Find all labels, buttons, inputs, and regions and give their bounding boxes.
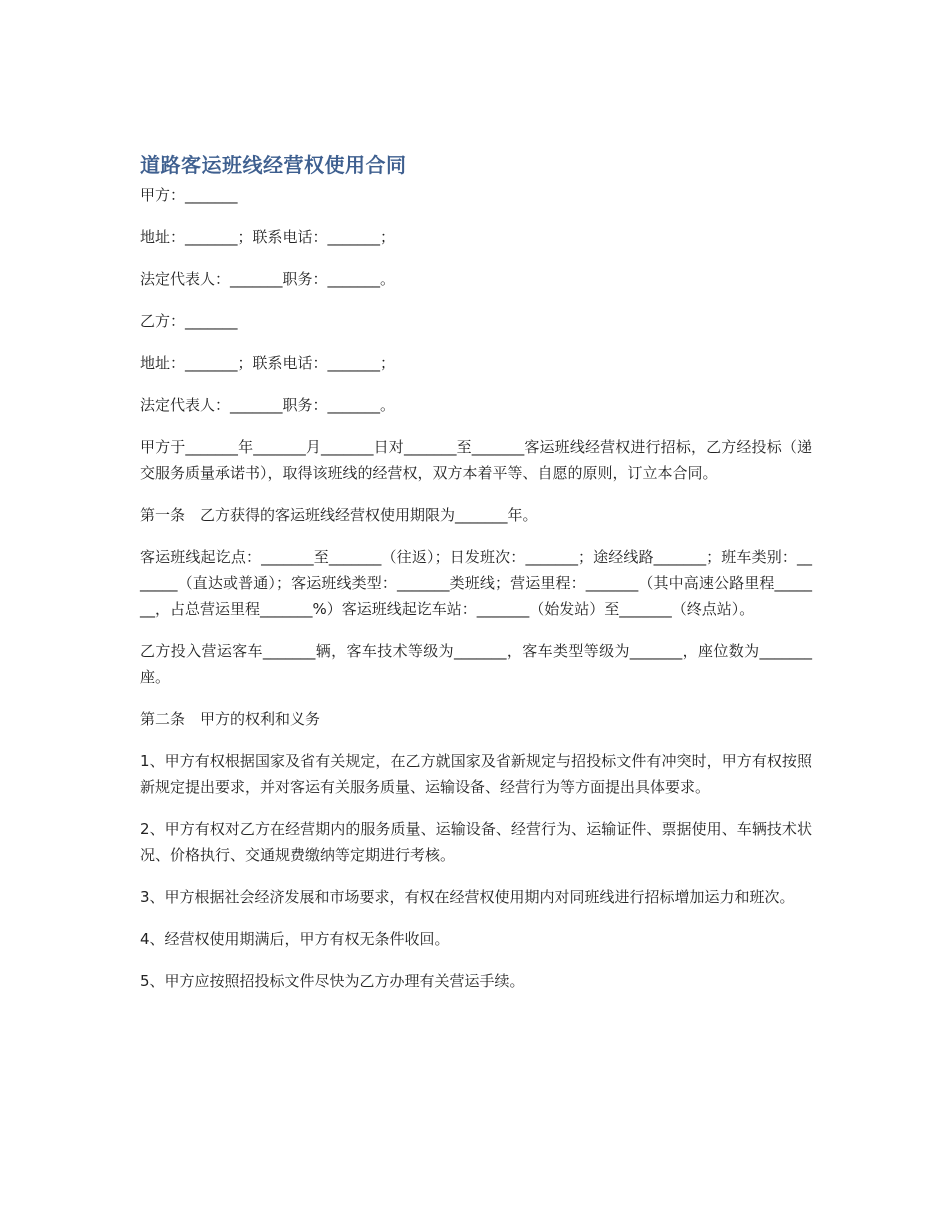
party-a-representative-line: 法定代表人：_______职务：_______。 bbox=[140, 270, 396, 288]
document-title: 道路客运班线经营权使用合同 bbox=[140, 153, 407, 177]
party-a-address-line: 地址：_______；联系电话：_______； bbox=[140, 228, 396, 246]
document-page bbox=[140, 150, 812, 1010]
party-a-line: 甲方：_______ bbox=[140, 186, 238, 204]
party-b-line: 乙方：_______ bbox=[140, 312, 238, 330]
vehicle-details-paragraph: 乙方投入营运客车_______辆，客车技术等级为_______，客车类型等级为_______，座位数为_______座。 bbox=[140, 642, 812, 686]
article-2-clause-2: 2、甲方有权对乙方在经营期内的服务质量、运输设备、经营行为、运输证件、票据使用、车辆技术状况、价格执行、交通规费缴纳等定期进行考核。 bbox=[140, 820, 812, 864]
preamble-paragraph: 甲方于_______年_______月_______日对_______至_______客运班线经营权进行招标，乙方经投标（递交服务质量承诺书），取得该班线的经营权，双方本着平等、自愿的原则，订立本合同。 bbox=[140, 438, 812, 482]
party-b-address-line: 地址：_______；联系电话：_______； bbox=[140, 354, 396, 372]
article-2-clause-1: 1、甲方有权根据国家及省有关规定，在乙方就国家及省新规定与招投标文件有冲突时，甲方有权按照新规定提出要求，并对客运有关服务质量、运输设备、经营行为等方面提出具体要求。 bbox=[140, 752, 812, 796]
party-b-representative-line: 法定代表人：_______职务：_______。 bbox=[140, 396, 396, 414]
route-details-paragraph: 客运班线起讫点：_______至_______（往返）；日发班次：_______；途经线路_______；班车类别：_______（直达或普通）；客运班线类型：_______类班线；营运里程：_______（其中高速公路里程_______，占总营运里程_______%）客运班线起讫车站：_______（始发站）至_______（终点站）。 bbox=[140, 548, 812, 618]
article-2-heading: 第二条 甲方的权利和义务 bbox=[140, 710, 321, 728]
article-2-clause-4: 4、经营权使用期满后，甲方有权无条件收回。 bbox=[140, 930, 450, 948]
article-2-clause-3: 3、甲方根据社会经济发展和市场要求，有权在经营权使用期内对同班线进行招标增加运力和班次。 bbox=[140, 888, 795, 906]
article-2-clause-5: 5、甲方应按照招投标文件尽快为乙方办理有关营运手续。 bbox=[140, 972, 525, 990]
article-1-heading: 第一条 乙方获得的客运班线经营权使用期限为_______年。 bbox=[140, 506, 538, 524]
